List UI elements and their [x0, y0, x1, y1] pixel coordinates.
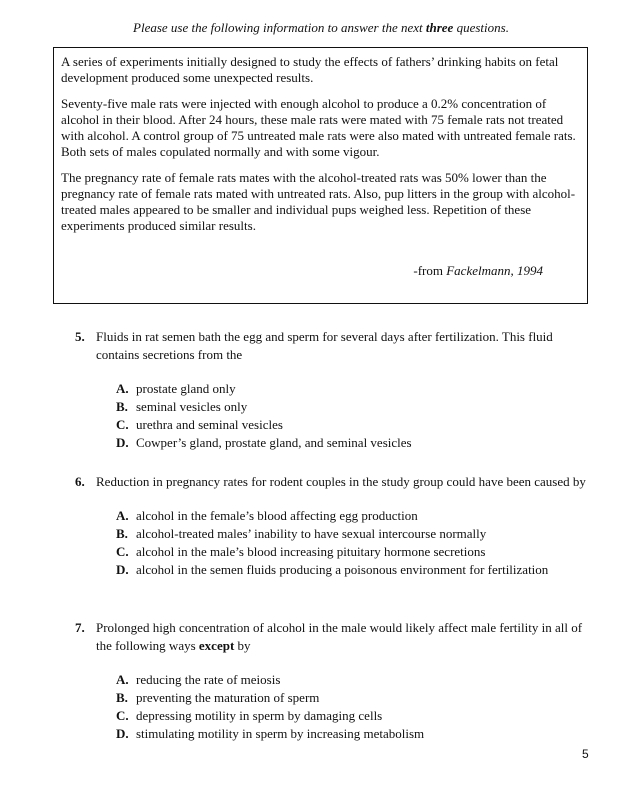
answer-options — [116, 507, 595, 579]
stem-emphasis: except — [198, 638, 235, 653]
passage-paragraph: The pregnancy rate of female rats mates with the alcohol-treated rats was 50% lower than the pregnancy rate of female rats mated with untreated rats. Also, pup litters in the group with alcohol-treated males appeared to be smaller and individual pups weighed less. Repetition of these experiments produced similar results. — [61, 170, 576, 233]
passage-paragraph: Seventy-five male rats were injected with enough alcohol to produce a 0.2% concentration of alcohol in their blood. After 24 hours, these male rats were mated with 75 female rats not treated with alcohol. A control group of 75 untreated male rats were also mated with untreated female rats. Both sets of males copulated normally and with some vigour. — [61, 96, 576, 159]
option-d[interactable]: D. alcohol in the semen fluids producing a poisonous environment for fertilization — [116, 562, 549, 577]
header-suffix: questions. — [453, 20, 509, 35]
question-5 — [75, 328, 595, 452]
option-b[interactable]: B. seminal vesicles only — [116, 399, 248, 414]
passage-source — [413, 263, 543, 279]
option-b[interactable]: B. alcohol-treated males’ inability to have sexual intercourse normally — [116, 526, 487, 541]
question-stem: Fluids in rat semen bath the egg and sperm for several days after fertilization. This fluid contains secretions from the — [96, 329, 553, 362]
passage-paragraph: A series of experiments initially designed to study the effects of fathers’ drinking habits on fetal development produced some unexpected results. — [61, 54, 559, 85]
answer-options — [116, 671, 595, 743]
option-a[interactable]: A. prostate gland only — [116, 381, 236, 396]
question-stem: Prolonged high concentration of alcohol in the male would likely affect male fertility in all of the following ways except by — [96, 620, 583, 653]
option-c[interactable]: C. alcohol in the male’s blood increasing pituitary hormone secretions — [116, 544, 486, 559]
option-d[interactable]: D. stimulating motility in sperm by increasing metabolism — [116, 726, 425, 741]
question-number: 7. — [75, 620, 85, 635]
option-c[interactable]: C. urethra and seminal vesicles — [116, 417, 283, 432]
source-prefix: -from — [413, 263, 447, 278]
instructions-header — [0, 20, 642, 36]
option-b[interactable]: B. preventing the maturation of sperm — [116, 690, 320, 705]
question-stem: Reduction in pregnancy rates for rodent couples in the study group could have been caused by — [96, 474, 586, 489]
answer-options — [116, 380, 595, 452]
header-emphasis: three — [425, 20, 454, 35]
header-prefix: Please use the following information to answer the next — [133, 20, 426, 35]
option-a[interactable]: A. reducing the rate of meiosis — [116, 672, 281, 687]
question-6 — [75, 473, 595, 579]
option-d[interactable]: D. Cowper’s gland, prostate gland, and seminal vesicles — [116, 435, 412, 450]
question-7 — [75, 619, 595, 743]
question-number: 5. — [75, 329, 85, 344]
reading-passage — [53, 47, 588, 304]
source-author: Fackelmann, 1994 — [446, 263, 543, 278]
option-c[interactable]: C. depressing motility in sperm by damaging cells — [116, 708, 383, 723]
question-number: 6. — [75, 474, 85, 489]
option-a[interactable]: A. alcohol in the female’s blood affecting egg production — [116, 508, 418, 523]
page-number: 5 — [582, 747, 589, 761]
